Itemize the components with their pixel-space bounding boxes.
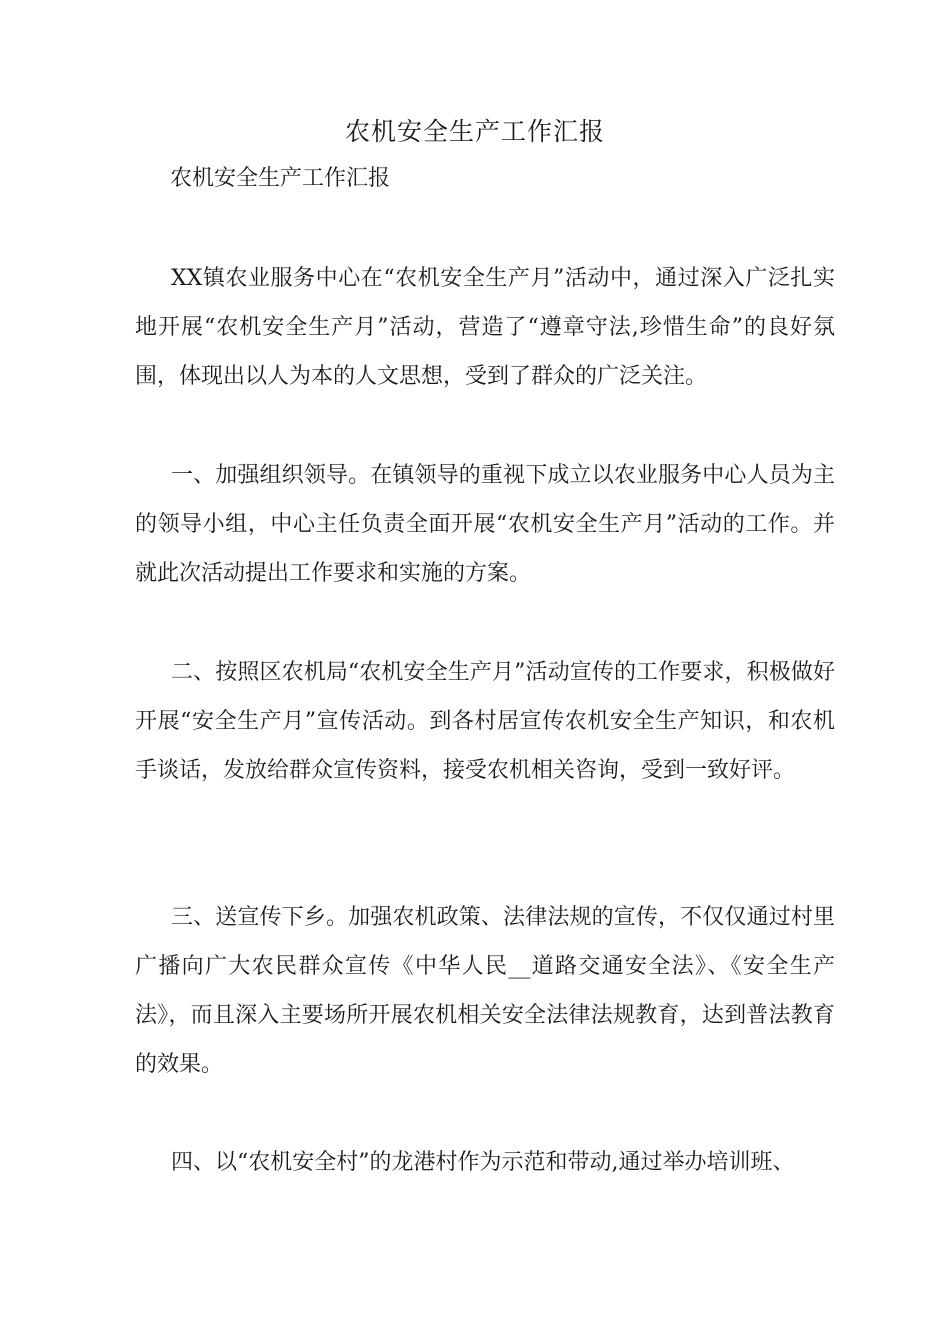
paragraph-intro: XX镇农业服务中心在“农机安全生产月”活动中，通过深入广泛扎实地开展“农机安全生产月”活动，营造了“遵章守法,珍惜生命”的良好氛围，体现出以人为本的人文思想，受到了群众的广泛关注。 — [135, 266, 835, 389]
paragraph-section-3: 三、送宣传下乡。加强农机政策、法律法规的宣传，不仅仅通过村里广播向广大农民群众宣传《中华人民__道路交通安全法》、《安全生产法》，而且深入主要场所开展农机相关安全法律法规教育，达到普法教育的效果。 — [135, 905, 835, 1077]
paragraph-section-4: 四、以“农机安全村”的龙港村作为示范和带动,通过举办培训班、 — [171, 1150, 795, 1175]
document-title: 农机安全生产工作汇报 — [344, 117, 605, 146]
paragraph-section-1: 一、加强组织领导。在镇领导的重视下成立以农业服务中心人员为主的领导小组，中心主任负责全面开展“农机安全生产月”活动的工作。并就此次活动提出工作要求和实施的方案。 — [135, 463, 835, 586]
document-subtitle: 农机安全生产工作汇报 — [170, 166, 391, 191]
paragraph-section-2: 二、按照区农机局“农机安全生产月”活动宣传的工作要求，积极做好开展“安全生产月”宣传活动。到各村居宣传农机安全生产知识，和农机手谈话，发放给群众宣传资料，接受农机相关咨询，受到一致好评。 — [135, 660, 835, 783]
